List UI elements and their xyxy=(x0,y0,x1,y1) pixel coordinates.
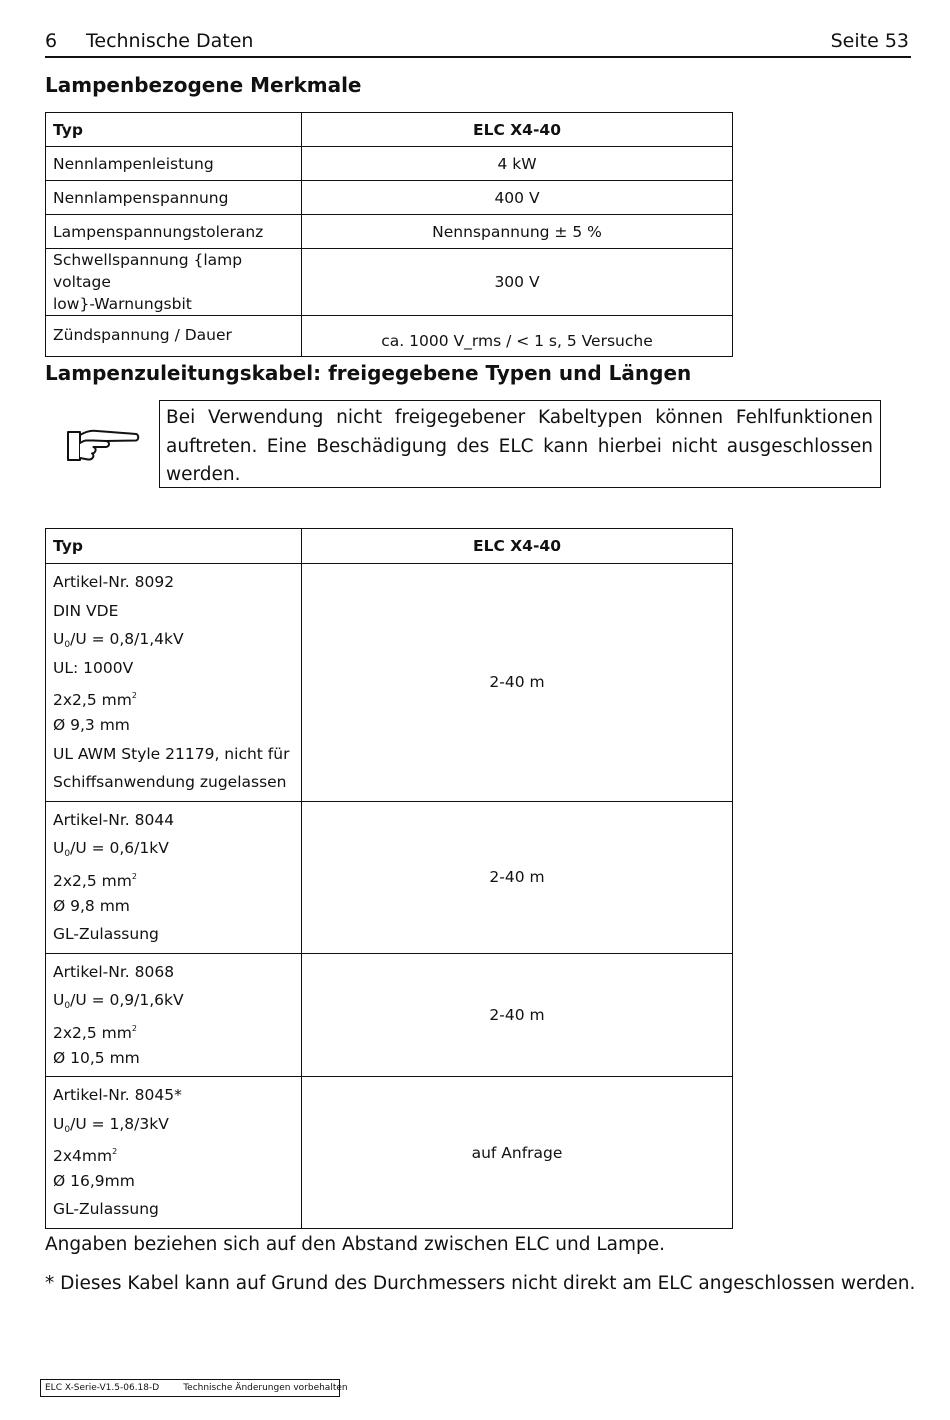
row-label: Nennlampenleistung xyxy=(46,147,302,181)
section-number: 6 xyxy=(45,30,58,52)
article-number: Artikel-Nr. 8068 xyxy=(53,962,175,981)
cable-standard: DIN VDE xyxy=(53,601,119,620)
column-header-model: ELC X4-40 xyxy=(302,529,733,564)
cable-note: Schiffsanwendung zugelassen xyxy=(53,773,287,792)
row-label xyxy=(46,249,302,316)
row-value: 4 kW xyxy=(302,147,733,181)
cable-note: UL AWM Style 21179, nicht für xyxy=(53,744,290,763)
rated-voltage: $U_0/U = 0,8/1,4kV$ xyxy=(53,630,184,651)
page-number: Seite 53 xyxy=(830,30,909,52)
table-header-row xyxy=(46,529,733,564)
cable-diameter: Ø 9,8 mm xyxy=(53,896,130,915)
column-header-type: Typ xyxy=(46,529,302,564)
cable-length: 2-40 m xyxy=(302,953,733,1076)
table-header-row xyxy=(46,113,733,147)
rated-voltage: $U_0/U = 0,9/1,6kV$ xyxy=(53,991,184,1012)
cable-length: 2-40 m xyxy=(302,801,733,953)
row-value: 400 V xyxy=(302,181,733,215)
warning-note: Bei Verwendung nicht freigegebener Kabeltypen können Fehlfunktionen auftreten. Eine Beschädigung des ELC kann hierbei nicht ausgeschlossen werden. xyxy=(159,400,881,488)
rated-voltage: $U_0/U = 1,8/3kV$ xyxy=(53,1114,169,1135)
table-row xyxy=(46,215,733,249)
cable-approval: GL-Zulassung xyxy=(53,1200,159,1219)
table-row xyxy=(46,801,733,953)
page-header xyxy=(45,30,911,58)
cross-section: $2x4mm^2$ xyxy=(53,1147,118,1166)
cable-spec-cell xyxy=(46,1077,302,1229)
table-row xyxy=(46,564,733,802)
table-row xyxy=(46,316,733,357)
row-label-line: Schwellspannung {lamp voltage xyxy=(53,251,243,291)
cable-spec-cell xyxy=(46,564,302,802)
cross-section: 2x2,5 $mm^2$ xyxy=(53,871,137,890)
row-value: Nennspannung ± 5 % xyxy=(302,215,733,249)
footnote-asterisk: * Dieses Kabel kann auf Grund des Durchmessers nicht direkt am ELC angeschlossen werden. xyxy=(45,1273,916,1294)
row-label: Zündspannung / Dauer xyxy=(46,316,302,357)
table-row xyxy=(46,181,733,215)
cable-diameter: Ø 9,3 mm xyxy=(53,715,130,734)
column-header-type: Typ xyxy=(46,113,302,147)
row-label: Nennlampenspannung xyxy=(46,181,302,215)
cable-diameter: Ø 10,5 mm xyxy=(53,1048,140,1067)
document-id: ELC X-Serie-V1.5-06.18-D xyxy=(45,1383,160,1393)
cable-approval: GL-Zulassung xyxy=(53,925,159,944)
footnote-distance: Angaben beziehen sich auf den Abstand zwischen ELC und Lampe. xyxy=(45,1234,666,1255)
table-row xyxy=(46,1077,733,1229)
row-label-line: low}-Warnungsbit xyxy=(53,295,192,313)
pointing-hand-icon xyxy=(64,426,140,466)
section-title: Technische Daten xyxy=(86,30,254,52)
cross-section: 2x2,5 $mm^2$ xyxy=(53,1023,137,1042)
article-number: Artikel-Nr. 8045* xyxy=(53,1086,182,1105)
cable-section-heading: Lampenzuleitungskabel: freigegebene Typen und Längen xyxy=(45,361,692,385)
cable-length: auf Anfrage xyxy=(302,1077,733,1229)
article-number: Artikel-Nr. 8044 xyxy=(53,810,175,829)
rated-voltage: $U_0/U = 0,6/1kV$ xyxy=(53,839,169,860)
column-header-model: ELC X4-40 xyxy=(302,113,733,147)
table-row xyxy=(46,249,733,316)
ul-rating: UL: 1000V xyxy=(53,658,134,677)
row-value: ca. 1000 V_rms / < 1 s, 5 Versuche xyxy=(302,316,733,357)
lamp-section-heading: Lampenbezogene Merkmale xyxy=(45,73,362,97)
row-label: Lampenspannungstoleranz xyxy=(46,215,302,249)
cable-spec-cell xyxy=(46,801,302,953)
cable-length: 2-40 m xyxy=(302,564,733,802)
cable-diameter: Ø 16,9mm xyxy=(53,1171,135,1190)
cable-spec-cell xyxy=(46,953,302,1076)
cable-types-table xyxy=(45,528,733,1229)
row-value: 300 V xyxy=(302,249,733,316)
disclaimer: Technische Änderungen vorbehalten xyxy=(183,1383,348,1393)
lamp-properties-table xyxy=(45,112,733,357)
table-row xyxy=(46,147,733,181)
article-number: Artikel-Nr. 8092 xyxy=(53,573,175,591)
page-footer xyxy=(40,1379,348,1397)
cross-section: 2x2,5 $mm^2$ xyxy=(53,691,137,710)
table-row xyxy=(46,953,733,1076)
